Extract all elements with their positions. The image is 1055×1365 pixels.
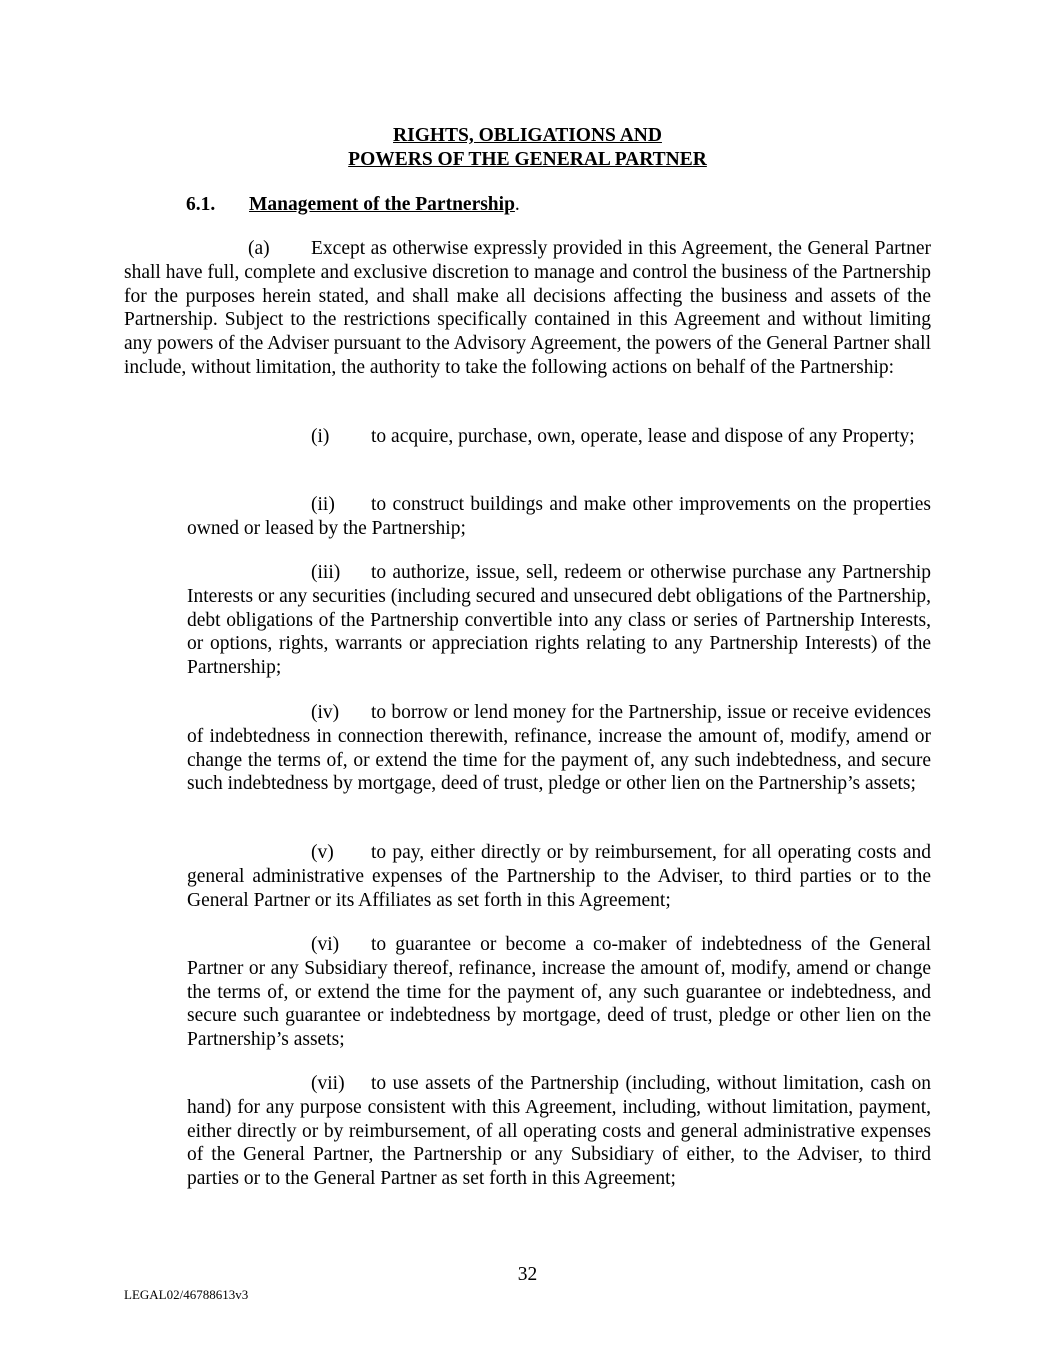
article-heading-line-2: POWERS OF THE GENERAL PARTNER (348, 149, 707, 170)
list-item-label: (iii) (311, 562, 341, 583)
page-number: 32 (517, 1264, 538, 1285)
list-item-label: (iv) (311, 702, 340, 723)
paragraph-a-label: (a) (248, 238, 270, 259)
list-item-text: to borrow or lend money for the Partnership, issue or receive evidences of indebtedness in connection therewith, refinance, increase the amount of, modify, amend or change the terms of, or extend the time for the payment of, any such indebtedness, and secure such indebtedness by mortgage, deed of trust, pledge or other lien on the Partnership’s assets; (187, 702, 931, 795)
list-item-i (187, 425, 931, 449)
article-heading (0, 124, 1055, 172)
list-item-text: to pay, either directly or by reimbursement, for all operating costs and general administrative expenses of the Partnership to the Adviser, to third parties or to the General Partner or its Affiliates as set forth in this Agreement; (187, 842, 931, 911)
list-item-v (187, 841, 931, 912)
list-item-label: (i) (311, 426, 330, 447)
list-item-text: to acquire, purchase, own, operate, lease and dispose of any Property; (371, 426, 915, 447)
document-id: LEGAL02/46788613v3 (124, 1287, 249, 1302)
section-title: Management of the Partnership (249, 194, 515, 215)
list-item-vi (187, 933, 931, 1052)
list-item-label: (v) (311, 842, 334, 863)
list-item-text: to construct buildings and make other improvements on the properties owned or leased by the Partnership; (187, 494, 931, 539)
section-heading (186, 193, 520, 217)
article-heading-line-1: RIGHTS, OBLIGATIONS AND (393, 125, 662, 146)
paragraph-a-text: Except as otherwise expressly provided in this Agreement, the General Partner shall have full, complete and exclusive discretion to manage and control the business of the Partnership for the purposes herein stated, and shall make all decisions affecting the business and assets of the Partnership. Subject to the restrictions specifically contained in this Agreement and without limiting any powers of the Adviser pursuant to the Advisory Agreement, the powers of the General Partner shall include, without limitation, the authority to take the following actions on behalf of the Partnership: (124, 238, 931, 378)
list-item-label: (vi) (311, 934, 340, 955)
list-item-iv (187, 701, 931, 796)
list-item-ii (187, 493, 931, 541)
paragraph-a (124, 237, 931, 380)
list-item-iii (187, 561, 931, 680)
list-item-text: to use assets of the Partnership (including, without limitation, cash on hand) for any purpose consistent with this Agreement, including, without limitation, payment, either directly or by reimbursement, of all operating costs and general administrative expenses of the General Partner, the Partnership or any Subsidiary of either, to the Adviser, to third parties or to the General Partner as set forth in this Agreement; (187, 1073, 931, 1190)
list-item-text: to authorize, issue, sell, redeem or otherwise purchase any Partnership Interests or any securities (including secured and unsecured debt obligations of the Partnership, debt obligations of the Partnership convertible into any class or series of Partnership Interests, or options, rights, warrants or appreciation rights relating to any Partnership Interests) of the Partnership; (187, 562, 931, 679)
list-item-text: to guarantee or become a co-maker of indebtedness of the General Partner or any Subsidiary thereof, refinance, increase the amount of, modify, amend or change the terms of, or extend the time for the payment of, any such guarantee or indebtedness, and secure such guarantee or indebtedness by mortgage, deed of trust, pledge or other lien on the Partnership’s assets; (187, 934, 931, 1051)
list-item-label: (vii) (311, 1073, 345, 1094)
list-item-vii (187, 1072, 931, 1191)
list-item-label: (ii) (311, 494, 335, 515)
section-number: 6.1. (186, 194, 216, 215)
section-title-period: . (514, 194, 520, 215)
